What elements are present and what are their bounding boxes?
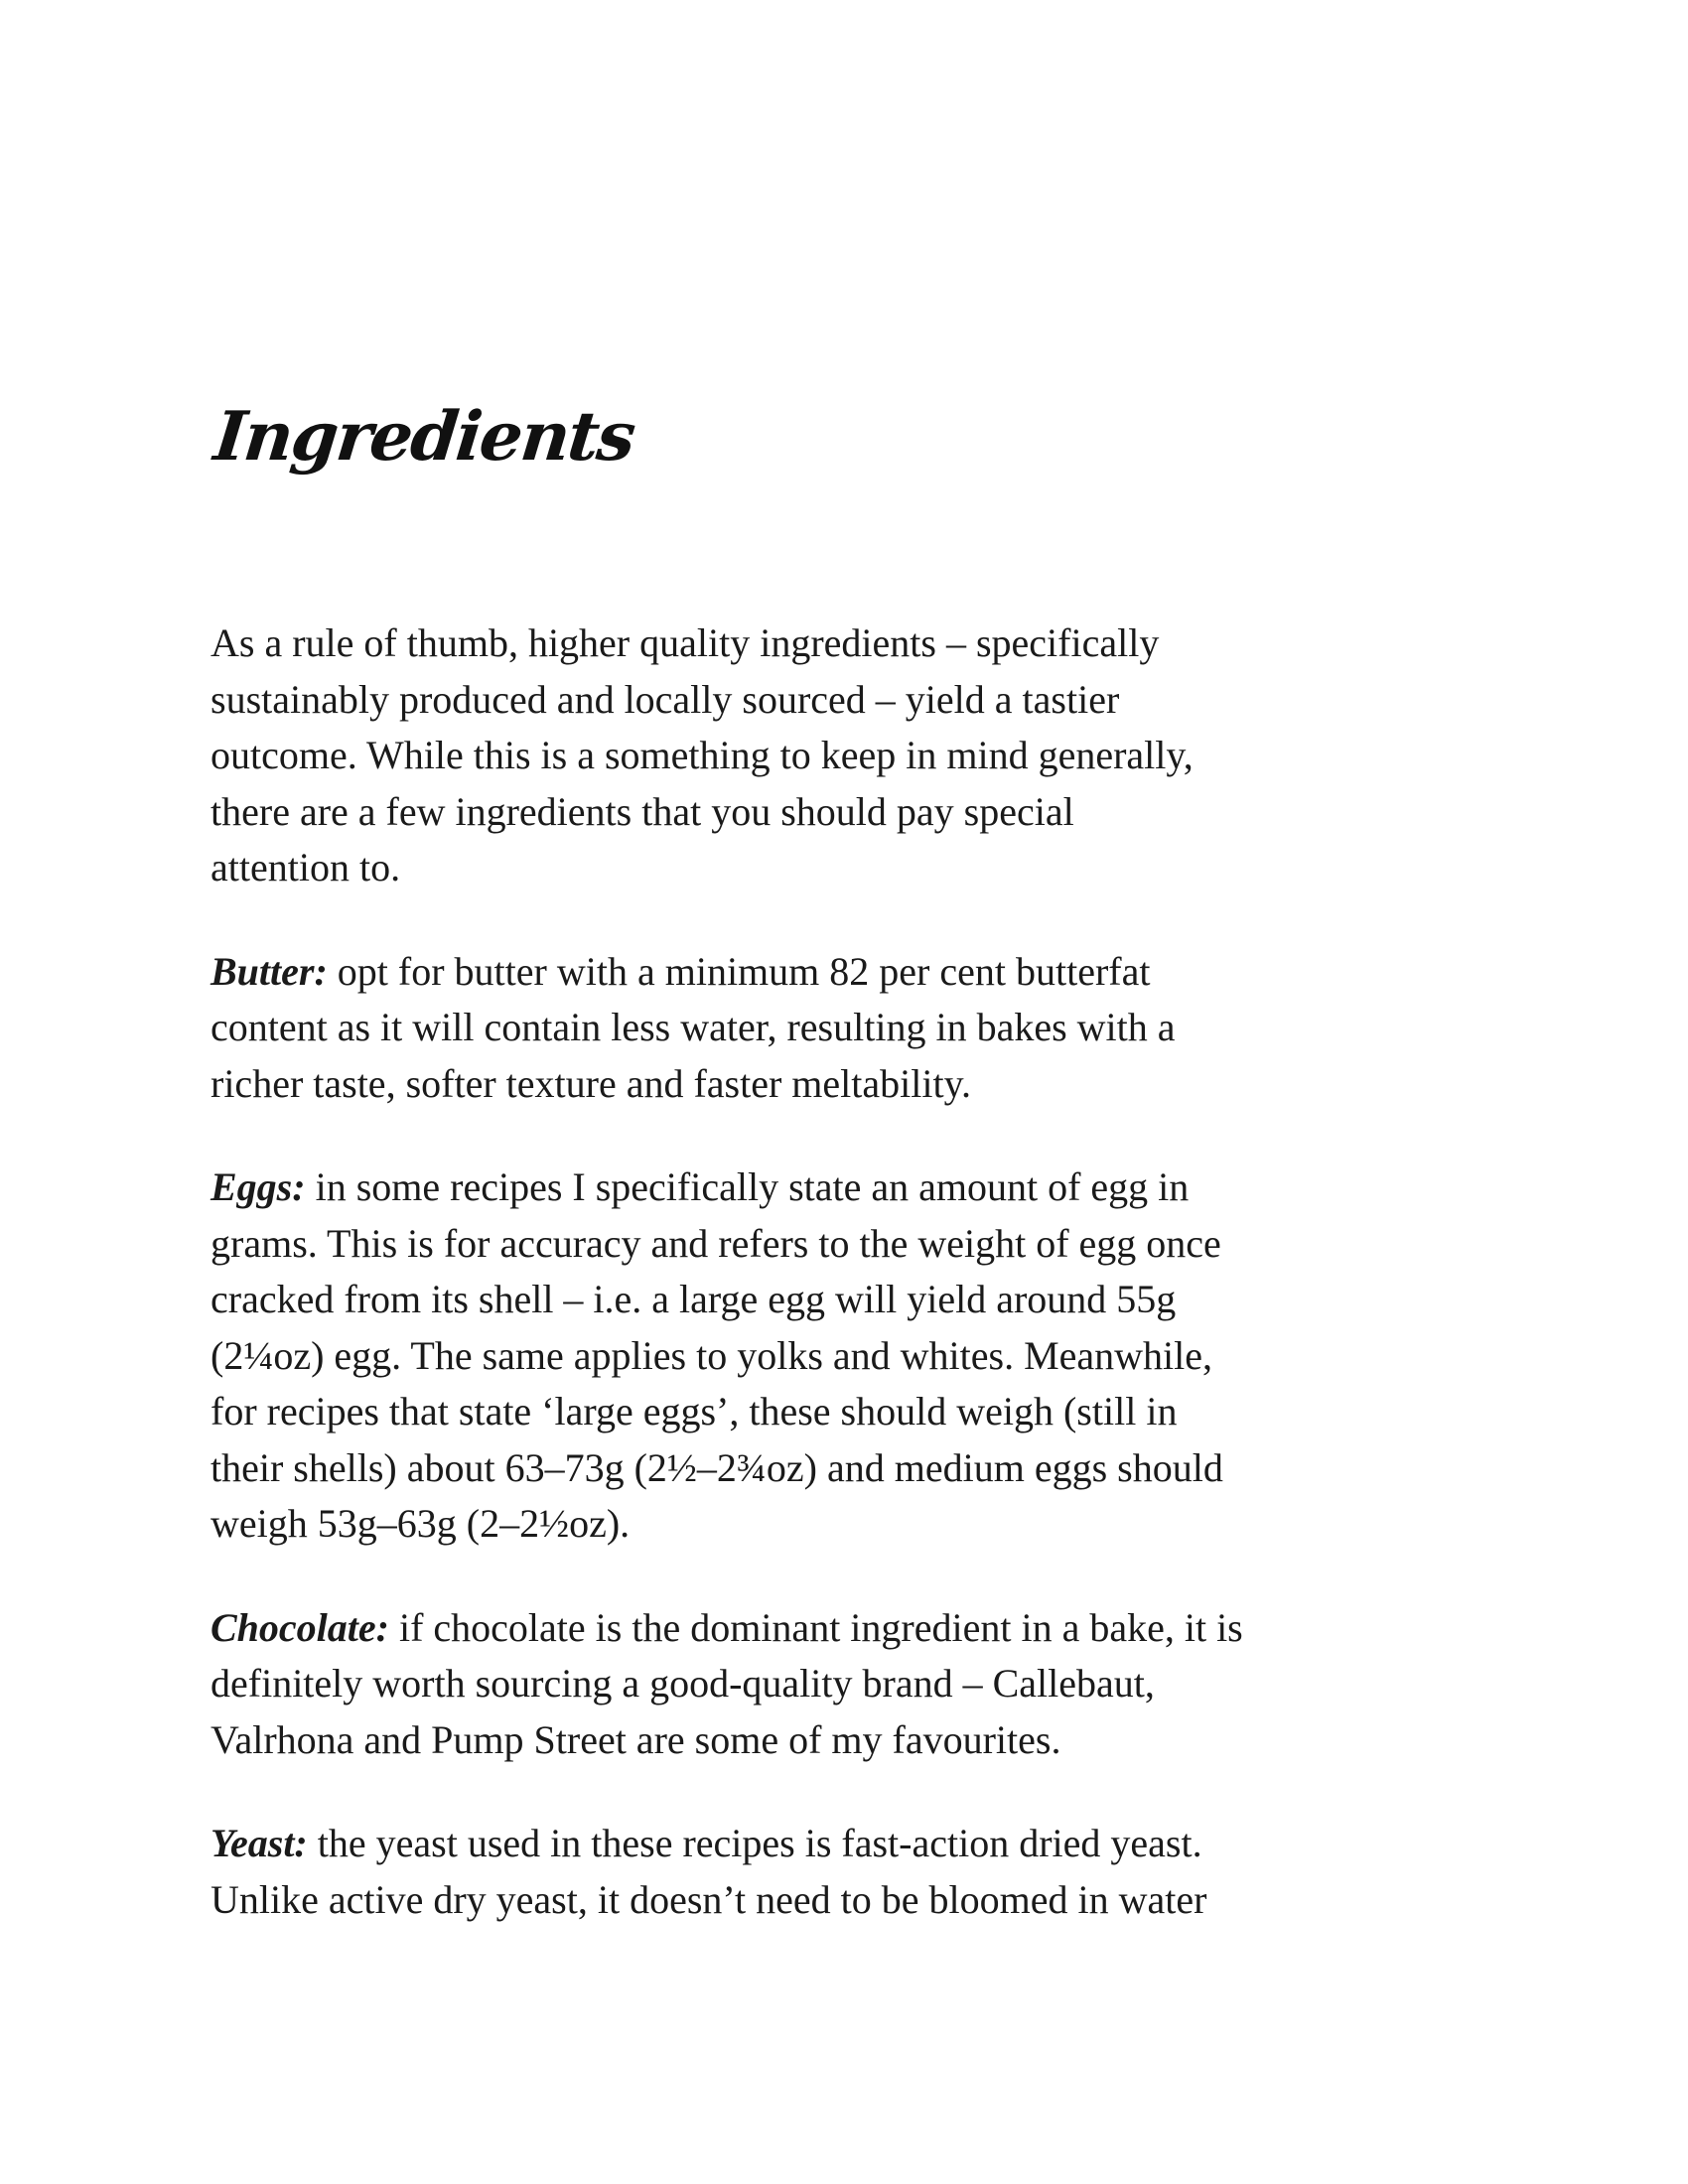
- butter-line-3: richer taste, softer texture and faster meltability.: [211, 1060, 971, 1106]
- eggs-line-6: their shells) about 63–73g (2½–2¾oz) and medium eggs should: [211, 1444, 1223, 1490]
- intro-line-4: there are a few ingredients that you should pay special: [211, 788, 1074, 834]
- butter-line-1: [211, 944, 1501, 1001]
- eggs-line-1: [211, 1160, 1501, 1216]
- yeast-line-1: [211, 1816, 1501, 1872]
- body-text: [211, 615, 1501, 1928]
- chocolate-paragraph: [211, 1600, 1501, 1769]
- page-content: [211, 397, 1501, 1976]
- butter-paragraph: [211, 944, 1501, 1113]
- chocolate-line-2: definitely worth sourcing a good-quality brand – Callebaut,: [211, 1661, 1155, 1706]
- chocolate-line-1: [211, 1600, 1501, 1657]
- yeast-term: Yeast:: [211, 1821, 308, 1865]
- intro-line-3: outcome. While this is a something to keep in mind generally,: [211, 733, 1194, 777]
- butter-term: Butter:: [211, 948, 328, 994]
- eggs-line-3: cracked from its shell – i.e. a large egg will yield around 55g: [211, 1277, 1177, 1321]
- chocolate-line-3: Valrhona and Pump Street are some of my favourites.: [211, 1716, 1061, 1762]
- yeast-paragraph: [211, 1816, 1501, 1928]
- eggs-term: Eggs:: [211, 1164, 306, 1209]
- chocolate-term: Chocolate:: [211, 1604, 389, 1650]
- intro-line-1: As a rule of thumb, higher quality ingredients – specifically: [211, 620, 1160, 665]
- intro-line-2: sustainably produced and locally sourced – yield a tastier: [211, 676, 1120, 722]
- yeast-first-line: the yeast used in these recipes is fast-action dried yeast.: [307, 1821, 1202, 1865]
- butter-line-2: content as it will contain less water, resulting in bakes with a: [211, 1005, 1176, 1049]
- butter-first-line: opt for butter with a minimum 82 per cent butterfat: [327, 948, 1151, 994]
- eggs-line-4: (2¼oz) egg. The same applies to yolks and whites. Meanwhile,: [211, 1332, 1213, 1378]
- intro-paragraph: [211, 615, 1501, 896]
- eggs-line-7: weigh 53g–63g (2–2½oz).: [211, 1501, 631, 1546]
- eggs-paragraph: [211, 1160, 1501, 1553]
- intro-line-5: attention to.: [211, 845, 401, 889]
- eggs-line-2: grams. This is for accuracy and refers to the weight of egg once: [211, 1220, 1221, 1266]
- eggs-first-line: in some recipes I specifically state an amount of egg in: [305, 1164, 1190, 1209]
- chocolate-first-line: if chocolate is the dominant ingredient in a bake, it is: [388, 1604, 1243, 1650]
- eggs-line-5: for recipes that state ‘large eggs’, these should weigh (still in: [211, 1389, 1178, 1433]
- yeast-line-2: Unlike active dry yeast, it doesn’t need to be bloomed in water: [211, 1876, 1207, 1922]
- page-title: Ingredients: [211, 397, 638, 477]
